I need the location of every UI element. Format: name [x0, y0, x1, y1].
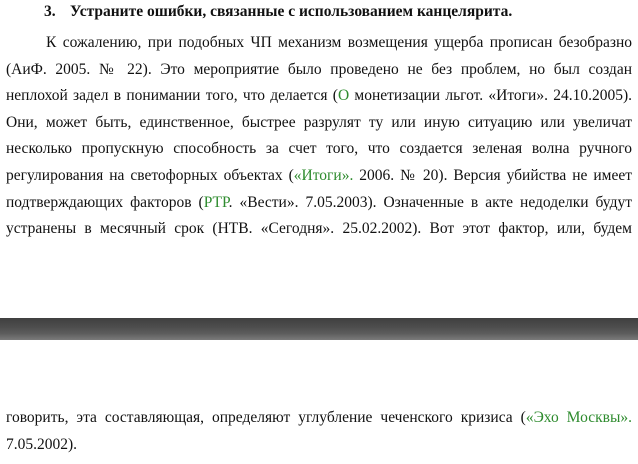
text-segment: говорить, эта составляющая, определяют углубление чеченского кризиса ( — [6, 409, 526, 426]
text-segment: монетизации льгот. «Итоги». 24.10.2005). — [349, 87, 632, 105]
page-break-divider — [0, 318, 638, 340]
section-heading — [44, 3, 512, 21]
paragraph-line: Они, может быть, единственное, быстрее разрулят ту или иную ситуацию или увеличат — [6, 113, 632, 131]
paragraph-line: устранены в месячный срок (НТВ. «Сегодня». 25.02.2002). Вот этот фактор, или, будем — [6, 220, 632, 238]
text-segment: 2006. № 20). Версия убийства не имеет — [353, 166, 632, 184]
text-segment: подтверждающих факторов ( — [6, 193, 204, 211]
paragraph-line — [6, 83, 632, 110]
text-segment: регулирования на светофорных объектах ( — [6, 166, 294, 184]
section-title: Устраните ошибки, связанные с использованием канцелярита. — [70, 3, 513, 20]
text-segment: неплохой задел в понимании того, что делается ( — [6, 87, 338, 105]
paragraph-line — [6, 190, 632, 217]
text-segment: . «Вести». 7.05.2003). Означенные в акте недоделки будут — [228, 193, 632, 211]
paragraph-line: (АиФ. 2005. № 22). Это мероприятие было проведено не без проблем, но был создан — [6, 60, 632, 78]
paragraph-line: К сожалению, при подобных ЧП механизм возмещения ущерба прописан безобразно — [46, 34, 632, 51]
source-highlight: «Итоги». — [293, 166, 354, 184]
section-number: 3. — [44, 3, 56, 20]
paragraph-line: несколько пропускную способность за счет того, что создается зеленая волна ручного — [6, 140, 632, 158]
body-paragraph — [6, 30, 632, 243]
source-highlight: «Эхо Москвы». — [525, 409, 632, 426]
source-highlight: О — [337, 87, 350, 105]
paragraph-line — [6, 163, 632, 190]
paragraph-line — [6, 405, 632, 432]
paragraph-line: 7.05.2002). — [6, 435, 78, 453]
body-paragraph-continued — [6, 405, 632, 458]
source-highlight: РТР — [203, 193, 229, 211]
